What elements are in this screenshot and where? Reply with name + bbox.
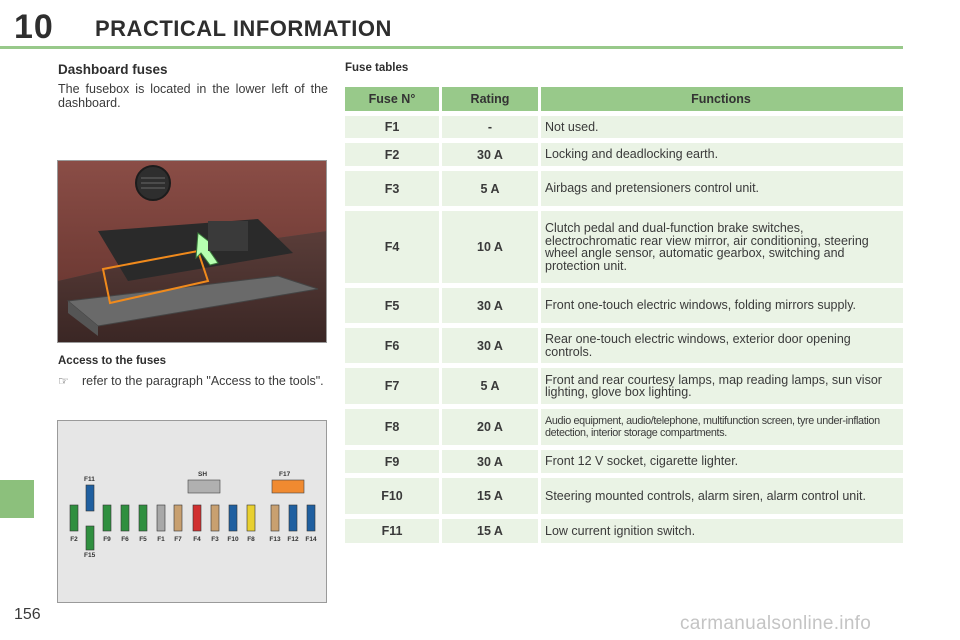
fuse-layout-diagram xyxy=(57,420,327,603)
fuse-number-cell: F3 xyxy=(345,171,439,206)
intro-text: The fusebox is located in the lower left of the dashboard. xyxy=(58,82,328,110)
function-cell: Not used. xyxy=(541,116,903,138)
diagram-label-f2: F2 xyxy=(70,536,78,543)
fuse-f13 xyxy=(271,505,279,531)
diagram-label-f14: F14 xyxy=(305,536,317,543)
function-cell: Rear one-touch electric windows, exterior door opening controls. xyxy=(541,328,903,363)
rating-cell: 30 A xyxy=(442,328,538,363)
fuse-f3 xyxy=(211,505,219,531)
diagram-label-f17: F17 xyxy=(279,471,291,478)
table-row xyxy=(345,211,903,283)
diagram-label-f9: F9 xyxy=(103,536,111,543)
page-number: 156 xyxy=(14,606,41,623)
access-heading: Access to the fuses xyxy=(58,355,167,367)
chapter-title: PRACTICAL INFORMATION xyxy=(95,16,392,41)
table-header-row xyxy=(345,87,903,111)
fuse-f15 xyxy=(86,526,94,550)
diagram-label-f8: F8 xyxy=(247,536,255,543)
fuse-table xyxy=(345,87,903,548)
table-row xyxy=(345,116,903,138)
function-cell: Steering mounted controls, alarm siren, alarm control unit. xyxy=(541,478,903,514)
rating-cell: 10 A xyxy=(442,211,538,283)
fuse-number-cell: F6 xyxy=(345,328,439,363)
fuse-f10 xyxy=(229,505,237,531)
fuse-number-cell: F2 xyxy=(345,143,439,166)
bottom-fuse-row xyxy=(70,505,317,543)
function-cell: Audio equipment, audio/telephone, multifunction screen, tyre under-inflation detection, interior storage compartments. xyxy=(541,409,903,445)
function-cell: Clutch pedal and dual-function brake switches, electrochromatic rear view mirror, air conditioning, steering wheel angle sensor, automatic gearbox, switching and protection unit. xyxy=(541,211,903,283)
diagram-label-f7: F7 xyxy=(174,536,182,543)
diagram-label-sh: SH xyxy=(198,471,208,478)
header-rating: Rating xyxy=(442,87,538,111)
diagram-label-f12: F12 xyxy=(287,536,299,543)
diagram-label-f13: F13 xyxy=(269,536,281,543)
fuse-f9 xyxy=(103,505,111,531)
fuse-number-cell: F5 xyxy=(345,288,439,323)
fuse-f17 xyxy=(272,480,304,493)
table-row xyxy=(345,368,903,404)
fuse-f7 xyxy=(174,505,182,531)
rating-cell: 15 A xyxy=(442,478,538,514)
fuse-f12 xyxy=(289,505,297,531)
fuse-number-cell: F8 xyxy=(345,409,439,445)
fuse-number-cell: F10 xyxy=(345,478,439,514)
function-cell: Front and rear courtesy lamps, map reading lamps, sun visor lighting, glove box lighting. xyxy=(541,368,903,404)
table-row xyxy=(345,171,903,206)
rating-cell: 30 A xyxy=(442,450,538,473)
table-row xyxy=(345,478,903,514)
table-row xyxy=(345,288,903,323)
fuse-f5 xyxy=(139,505,147,531)
chapter-number: 10 xyxy=(14,8,54,46)
rating-cell: 30 A xyxy=(442,143,538,166)
rating-cell: - xyxy=(442,116,538,138)
diagram-label-f11: F11 xyxy=(84,476,95,483)
table-row xyxy=(345,519,903,543)
chapter-side-tab xyxy=(0,480,34,518)
rating-cell: 5 A xyxy=(442,368,538,404)
diagram-label-f5: F5 xyxy=(139,536,147,543)
fuse-number-cell: F11 xyxy=(345,519,439,543)
diagram-label-f15: F15 xyxy=(84,552,96,559)
fuse-f2 xyxy=(70,505,78,531)
table-row xyxy=(345,409,903,445)
function-cell: Front 12 V socket, cigarette lighter. xyxy=(541,450,903,473)
fuse-number-cell: F1 xyxy=(345,116,439,138)
fuse-f1 xyxy=(157,505,165,531)
fuse-f8 xyxy=(247,505,255,531)
diagram-label-f1: F1 xyxy=(157,536,165,543)
fuse-number-cell: F4 xyxy=(345,211,439,283)
diagram-label-f3: F3 xyxy=(211,536,219,543)
table-row xyxy=(345,143,903,166)
rating-cell: 20 A xyxy=(442,409,538,445)
access-bullet-item xyxy=(58,374,328,388)
shunt-sh xyxy=(188,480,220,493)
diagram-label-f4: F4 xyxy=(193,536,201,543)
function-cell: Airbags and pretensioners control unit. xyxy=(541,171,903,206)
function-cell: Front one-touch electric windows, folding mirrors supply. xyxy=(541,288,903,323)
access-text: refer to the paragraph "Access to the tools". xyxy=(82,374,324,388)
fuse-f6 xyxy=(121,505,129,531)
fuse-number-cell: F7 xyxy=(345,368,439,404)
table-row xyxy=(345,450,903,473)
rating-cell: 5 A xyxy=(442,171,538,206)
function-cell: Locking and deadlocking earth. xyxy=(541,143,903,166)
rating-cell: 15 A xyxy=(442,519,538,543)
fuse-f11 xyxy=(86,485,94,511)
fusebox-location-photo xyxy=(57,160,327,343)
header-rule xyxy=(0,46,903,49)
fuse-f4 xyxy=(193,505,201,531)
rating-cell: 30 A xyxy=(442,288,538,323)
section-heading: Dashboard fuses xyxy=(58,62,168,77)
fuse-tables-heading: Fuse tables xyxy=(345,62,409,74)
fuse-number-cell: F9 xyxy=(345,450,439,473)
diagram-label-f6: F6 xyxy=(121,536,129,543)
pointing-hand-icon: ☞ xyxy=(58,374,69,388)
header-fuse-number: Fuse N° xyxy=(345,87,439,111)
fuse-f14 xyxy=(307,505,315,531)
header-functions: Functions xyxy=(541,87,903,111)
function-cell: Low current ignition switch. xyxy=(541,519,903,543)
watermark: carmanualsonline.info xyxy=(680,613,872,634)
table-row xyxy=(345,328,903,363)
diagram-label-f10: F10 xyxy=(227,536,239,543)
